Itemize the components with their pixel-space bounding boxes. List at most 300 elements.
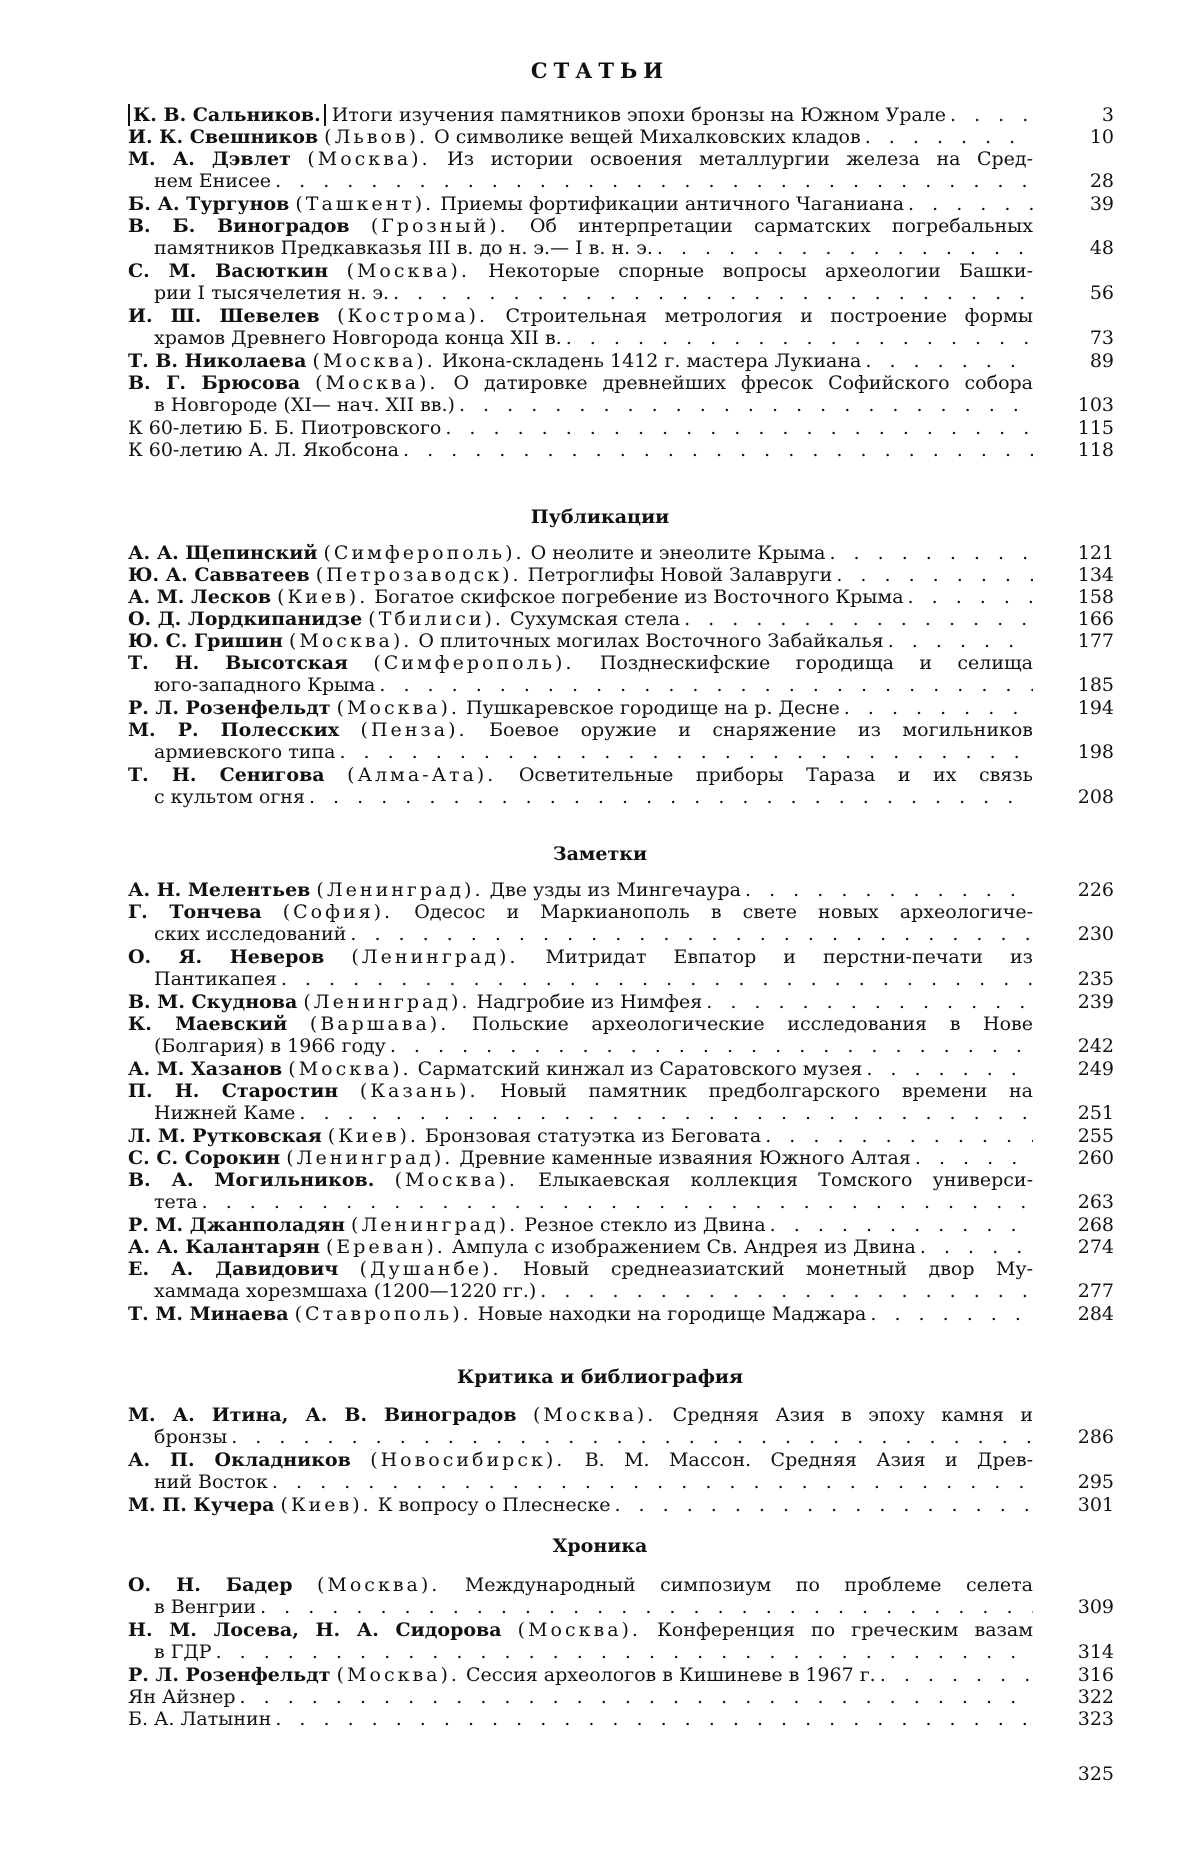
toc-page-ref: 323 [1077, 1708, 1114, 1730]
toc-author: О. Я. Неверов [128, 946, 325, 968]
toc-author: В. А. Могильников. [128, 1169, 375, 1191]
leader-dots [227, 1426, 1033, 1448]
toc-page-ref: 28 [1089, 170, 1114, 192]
toc-entry[interactable] [128, 1619, 1033, 1663]
toc-title: О неолите и энеолите Крыма [530, 542, 826, 564]
toc-city: (Ленинград). [351, 946, 519, 968]
toc-author: С. С. Сорокин [128, 1147, 281, 1169]
toc-author: С. М. Васюткин [128, 260, 329, 282]
toc-page-ref: 198 [1077, 741, 1114, 763]
toc-entry[interactable] [128, 260, 1033, 304]
leader-dots [916, 1236, 1033, 1258]
leader-dots [455, 394, 1033, 416]
toc-city: (Москва). [307, 148, 431, 170]
toc-entry-line [128, 1494, 1033, 1516]
toc-author: П. Н. Старостин [128, 1080, 339, 1102]
toc-entry-line [128, 1619, 1033, 1641]
toc-entry-line [128, 237, 1033, 259]
toc-page-ref: 277 [1077, 1280, 1114, 1302]
toc-title: в ГДР [154, 1641, 212, 1663]
toc-city: (Ставрополь). [294, 1303, 472, 1325]
toc-entry-line [128, 786, 1033, 808]
toc-page-ref: 39 [1089, 193, 1114, 215]
toc-city: (Душанбе). [359, 1258, 502, 1280]
toc-entry-line [128, 104, 1033, 126]
toc-title: Польские археологические исследования в Нове [471, 1013, 1033, 1035]
toc-author: А. П. Окладников [128, 1449, 351, 1471]
toc-author: В. М. Скуднова [128, 991, 298, 1013]
toc-title: Надгробие из Нимфея [476, 991, 703, 1013]
toc-entry-line [128, 879, 1033, 901]
leader-dots [295, 1102, 1033, 1124]
toc-entry[interactable] [128, 1449, 1033, 1493]
toc-page-ref: 226 [1077, 879, 1114, 901]
toc-author: Т. Н. Высотская [128, 652, 348, 674]
toc-entry-line [128, 719, 1033, 741]
toc-title: памятников Предкавказья III в. до н. э.— I в. н. э. [154, 237, 653, 259]
toc-author: М. А. Итина, А. В. Виноградов [128, 1404, 517, 1426]
leader-dots [346, 923, 1033, 945]
toc-city: (Москва). [532, 1404, 657, 1426]
toc-title: Резное стекло из Двина [524, 1214, 766, 1236]
toc-page-ref: 251 [1077, 1102, 1114, 1124]
toc-title: Ампула с изображением Св. Андрея из Двина [451, 1236, 916, 1258]
toc-author: И. Ш. Шевелев [128, 305, 320, 327]
toc-author: Т. В. Николаева [128, 350, 307, 372]
leader-dots [702, 991, 1033, 1013]
toc-title: Приемы фортификации античного Чаганиана [440, 193, 905, 215]
toc-entry-line [128, 305, 1033, 327]
toc-title: тета [154, 1191, 198, 1213]
toc-title: Петроглифы Новой Залавруги [527, 564, 833, 586]
leader-dots [198, 1191, 1033, 1213]
leader-dots [236, 1686, 1033, 1708]
toc-title: Икона-складень 1412 г. мастера Лукиана [441, 350, 862, 372]
toc-entry[interactable] [128, 630, 1033, 652]
toc-entry[interactable] [128, 417, 1033, 439]
toc-page-ref: 239 [1077, 991, 1114, 1013]
toc-city: (Кострома). [337, 305, 488, 327]
toc-title: В. М. Массон. Средняя Азия и Древ- [584, 1449, 1033, 1471]
toc-page-ref: 158 [1077, 586, 1114, 608]
toc-entry-line [128, 1035, 1033, 1057]
toc-city: (Львов). [324, 126, 429, 148]
toc-entry-line [128, 674, 1033, 696]
toc-author: И. К. Свешников [128, 126, 319, 148]
toc-city: (Москва). [517, 1619, 641, 1641]
toc-author: Т. Н. Сенигова [128, 764, 325, 786]
page-number: 325 [1077, 1763, 1114, 1785]
toc-page-ref: 208 [1077, 786, 1114, 808]
toc-entry-line [128, 1080, 1033, 1102]
toc-entry[interactable] [128, 126, 1033, 148]
leader-dots [375, 674, 1033, 696]
toc-entry[interactable] [128, 104, 1033, 126]
toc-city: (Ленинград). [286, 1147, 454, 1169]
toc-entry-line [128, 1449, 1033, 1471]
toc-entry-line [128, 542, 1033, 564]
toc-title: ний Восток [154, 1471, 268, 1493]
toc-page-ref: 89 [1089, 350, 1114, 372]
leader-dots [840, 697, 1033, 719]
leader-dots [562, 327, 1033, 349]
toc-entry[interactable] [128, 1147, 1033, 1169]
toc-page-ref: 316 [1077, 1664, 1114, 1686]
leader-dots [610, 1494, 1033, 1516]
toc-entry[interactable] [128, 1494, 1033, 1516]
toc-title: Итоги изучения памятников эпохи бронзы на Южном Урале [331, 104, 947, 126]
leader-dots [825, 542, 1033, 564]
toc-author: Н. М. Лосева, Н. А. Сидорова [128, 1619, 502, 1641]
toc-entry[interactable] [128, 1080, 1033, 1124]
toc-author: Р. Л. Розенфельдт [128, 1664, 331, 1686]
toc-title: Древние каменные изваяния Южного Алтая [459, 1147, 911, 1169]
toc-entry-line [128, 1404, 1033, 1426]
toc-title: бронзы [154, 1426, 228, 1448]
toc-entry-line [128, 764, 1033, 786]
toc-entry[interactable] [128, 1258, 1033, 1302]
leader-dots [884, 630, 1033, 652]
toc-entry-line [128, 1102, 1033, 1124]
toc-title: Новые находки на городище Маджара [477, 1303, 867, 1325]
leader-dots [271, 170, 1033, 192]
section-heading-notes: Заметки [552, 843, 648, 865]
toc-title: ских исследований [154, 923, 347, 945]
toc-title: Сухумская стела [510, 608, 681, 630]
toc-entry-line [128, 1125, 1033, 1147]
toc-title: Из истории освоения металлургии железа на Сред- [447, 148, 1033, 170]
toc-title: Позднескифские городища и селища [599, 652, 1033, 674]
toc-entry-line [128, 394, 1033, 416]
toc-entry[interactable] [128, 1236, 1033, 1258]
toc-entry[interactable] [128, 1686, 1033, 1708]
toc-entry-line [128, 1708, 1033, 1730]
leader-dots [335, 741, 1033, 763]
toc-author: М. Р. Полесских [128, 719, 340, 741]
toc-entry[interactable] [128, 901, 1033, 945]
toc-entry[interactable] [128, 1214, 1033, 1236]
toc-title: Строительная метрология и построение формы [505, 305, 1033, 327]
toc-page-ref: 263 [1077, 1191, 1114, 1213]
toc-author: Б. А. Тургунов [128, 193, 290, 215]
toc-entry-line [128, 417, 1033, 439]
toc-city: (Москва). [346, 260, 470, 282]
toc-entry-line [128, 260, 1033, 282]
toc-title: Митридат Евпатор и перстни-печати из [545, 946, 1033, 968]
toc-page-ref: 284 [1077, 1303, 1114, 1325]
toc-entry[interactable] [128, 148, 1033, 192]
toc-author: Р. Л. Розенфельдт [128, 697, 331, 719]
leader-dots [832, 564, 1033, 586]
leader-dots [399, 439, 1033, 461]
toc-author: В. Б. Виноградов [128, 215, 350, 237]
toc-entry-line [128, 1280, 1033, 1302]
toc-entry[interactable] [128, 1404, 1033, 1448]
toc-page-ref: 166 [1077, 608, 1114, 630]
toc-title: Международный симпозиум по проблеме селета [464, 1574, 1033, 1596]
leader-dots [861, 126, 1033, 148]
toc-entry-line [128, 1058, 1033, 1080]
toc-title: Елыкаевская коллекция Томского универси- [538, 1169, 1033, 1191]
toc-city: (Ленинград). [303, 991, 471, 1013]
toc-author: А. М. Хазанов [128, 1058, 283, 1080]
toc-entry[interactable] [128, 564, 1033, 586]
toc-page-ref: 260 [1077, 1147, 1114, 1169]
toc-entry-line [128, 1664, 1033, 1686]
toc-title: О датировке древнейших фресок Софийского собора [453, 372, 1033, 394]
toc-entry[interactable] [128, 542, 1033, 564]
toc-title: Средняя Азия в эпоху камня и [672, 1404, 1033, 1426]
toc-entry-line [128, 1641, 1033, 1663]
toc-city: (Москва). [315, 372, 439, 394]
leader-dots [277, 968, 1033, 990]
toc-entry-line [128, 1574, 1033, 1596]
toc-city: (Грозный). [370, 215, 509, 237]
toc-city: (Петрозаводск). [315, 564, 522, 586]
toc-title: Б. А. Латынин [128, 1708, 272, 1730]
toc-title: Некоторые спорные вопросы археологии Башки- [488, 260, 1033, 282]
toc-entry[interactable] [128, 372, 1033, 416]
toc-page-ref: 10 [1089, 126, 1114, 148]
toc-entry[interactable] [128, 1125, 1033, 1147]
toc-author: Ю. А. Савватеев [128, 564, 310, 586]
toc-author: Е. А. Давидович [128, 1258, 339, 1280]
leader-dots [653, 237, 1033, 259]
toc-title: нем Енисее [154, 170, 272, 192]
toc-page-ref: 295 [1077, 1471, 1114, 1493]
toc-entry-line [128, 1258, 1033, 1280]
leader-dots [861, 350, 1033, 372]
toc-city: (Киев). [277, 586, 369, 608]
leader-dots [911, 1147, 1033, 1169]
toc-page-ref: 56 [1089, 282, 1114, 304]
toc-entry-line [128, 968, 1033, 990]
toc-entry[interactable] [128, 1058, 1033, 1080]
toc-page-ref: 73 [1089, 327, 1114, 349]
toc-city: (Москва). [336, 1664, 460, 1686]
toc-entry-line [128, 1426, 1033, 1448]
toc-page-ref: 314 [1077, 1641, 1114, 1663]
toc-page-ref: 255 [1077, 1125, 1114, 1147]
toc-entry-line [128, 1471, 1033, 1493]
toc-entry-line [128, 923, 1033, 945]
toc-author: Т. М. Минаева [128, 1303, 289, 1325]
toc-page-ref: 134 [1077, 564, 1114, 586]
toc-entry-line [128, 215, 1033, 237]
toc-city: (Ленинград). [351, 1214, 519, 1236]
toc-author: Р. М. Джанполадян [128, 1214, 345, 1236]
toc-page-ref: 177 [1077, 630, 1114, 652]
section-heading-chronicle: Хроника [552, 1535, 648, 1557]
toc-entry-line [128, 1303, 1033, 1325]
toc-page-ref: 185 [1077, 674, 1114, 696]
toc-page-ref: 301 [1077, 1494, 1114, 1516]
toc-entry-line [128, 652, 1033, 674]
leader-dots [256, 1596, 1033, 1618]
toc-entry[interactable] [128, 697, 1033, 719]
toc-entry[interactable] [128, 764, 1033, 808]
toc-title: рии I тысячелетия н. э. [154, 282, 390, 304]
toc-city: (София). [282, 901, 394, 923]
toc-city: (Новосибирск). [370, 1449, 566, 1471]
toc-page-ref: 249 [1077, 1058, 1114, 1080]
toc-entry-line [128, 126, 1033, 148]
toc-entry[interactable] [128, 439, 1033, 461]
toc-author: А. А. Щепинский [128, 542, 318, 564]
leader-dots [386, 1035, 1033, 1057]
toc-page-ref: 235 [1077, 968, 1114, 990]
leader-dots [862, 1058, 1033, 1080]
toc-entry-line [128, 901, 1033, 923]
toc-entry[interactable] [128, 1708, 1033, 1730]
toc-title: К 60-летию Б. Б. Пиотровского [128, 417, 442, 439]
toc-entry[interactable] [128, 652, 1033, 696]
toc-page-ref: 309 [1077, 1596, 1114, 1618]
toc-title: с культом огня [154, 786, 305, 808]
toc-title: Одесос и Маркианополь в свете новых археологиче- [414, 901, 1033, 923]
toc-city: (Москва). [394, 1169, 518, 1191]
toc-author: М. П. Кучера [128, 1494, 275, 1516]
toc-title: Пушкаревское городище на р. Десне [466, 697, 840, 719]
toc-title: (Болгария) в 1966 году [154, 1035, 386, 1057]
toc-entry-line [128, 697, 1033, 719]
leader-dots [866, 1303, 1033, 1325]
toc-entry[interactable] [128, 879, 1033, 901]
toc-title: К вопросу о Плеснеске [377, 1494, 611, 1516]
toc-entry[interactable] [128, 1013, 1033, 1057]
toc-author: К. Маевский [128, 1013, 288, 1035]
toc-entry[interactable] [128, 991, 1033, 1013]
toc-title: Новый среднеазиатский монетный двор Му- [522, 1258, 1033, 1280]
toc-author: Г. Тончева [128, 901, 262, 923]
toc-entry[interactable] [128, 946, 1033, 990]
toc-city: (Москва). [317, 1574, 441, 1596]
toc-page-ref: 121 [1077, 542, 1114, 564]
toc-author: Ю. С. Гришин [128, 630, 283, 652]
toc-title: О плиточных могилах Восточного Забайкалья [418, 630, 884, 652]
toc-title: в Венгрии [154, 1596, 257, 1618]
toc-title: юго-западного Крыма [154, 674, 376, 696]
leader-dots [305, 786, 1033, 808]
toc-title: Богатое скифское погребение из Восточного Крыма [374, 586, 904, 608]
toc-title: Сессия археологов в Кишиневе в 1967 г. [466, 1664, 876, 1686]
toc-city: (Пенза). [360, 719, 468, 741]
toc-entry[interactable] [128, 719, 1033, 763]
toc-title: хаммада хорезмшаха (1200—1220 гг.) [154, 1280, 537, 1302]
toc-title: в Новгороде (XI— нач. XII вв.) [154, 394, 455, 416]
toc-author: А. А. Калантарян [128, 1236, 320, 1258]
toc-title: Боевое оружие и снаряжение из могильников [489, 719, 1033, 741]
toc-city: (Москва). [336, 697, 460, 719]
toc-page-ref: 322 [1077, 1686, 1114, 1708]
leader-dots [212, 1641, 1033, 1663]
toc-page-ref: 194 [1077, 697, 1114, 719]
toc-page-ref: 48 [1089, 237, 1114, 259]
toc-title: Бронзовая статуэтка из Беговата [425, 1125, 762, 1147]
leader-dots [904, 193, 1033, 215]
toc-entry-line [128, 372, 1033, 394]
toc-page-ref: 115 [1077, 417, 1114, 439]
leader-dots [946, 104, 1033, 126]
toc-page-ref: 230 [1077, 923, 1114, 945]
toc-entry[interactable] [128, 215, 1033, 259]
toc-entry-line [128, 439, 1033, 461]
toc-entry-line [128, 1236, 1033, 1258]
toc-city: (Москва). [289, 630, 413, 652]
toc-author: В. Г. Брюсова [128, 372, 301, 394]
toc-entry-line [128, 1169, 1033, 1191]
toc-entry-line [128, 991, 1033, 1013]
toc-entry-line [128, 148, 1033, 170]
leader-dots [876, 1664, 1033, 1686]
toc-entry-line [128, 741, 1033, 763]
toc-page-ref: 242 [1077, 1035, 1114, 1057]
toc-entry[interactable] [128, 1574, 1033, 1618]
toc-city: (Симферополь). [373, 652, 575, 674]
toc-entry-line [128, 1596, 1033, 1618]
leader-dots [441, 417, 1033, 439]
toc-city: (Киев). [327, 1125, 419, 1147]
section-heading-publications: Публикации [530, 506, 670, 528]
toc-entry[interactable] [128, 1664, 1033, 1686]
leader-dots [761, 1125, 1033, 1147]
toc-title: Ян Айзнер [128, 1686, 236, 1708]
leader-dots [536, 1280, 1033, 1302]
toc-city: (Ленинград). [316, 879, 484, 901]
toc-city: (Ереван). [325, 1236, 446, 1258]
toc-entry[interactable] [128, 193, 1033, 215]
toc-author: К. В. Сальников. [128, 104, 326, 126]
toc-entry[interactable] [128, 1169, 1033, 1213]
leader-dots [268, 1471, 1033, 1493]
toc-entry-line [128, 608, 1033, 630]
toc-page-ref: 286 [1077, 1426, 1114, 1448]
toc-author: А. Н. Мелентьев [128, 879, 311, 901]
toc-entry-line [128, 1013, 1033, 1035]
toc-title: Осветительные приборы Тараза и их связь [518, 764, 1033, 786]
toc-city: (Алма-Ата). [347, 764, 497, 786]
toc-entry-line [128, 586, 1033, 608]
toc-entry-line [128, 327, 1033, 349]
section-heading-criticism: Критика и библиография [457, 1366, 743, 1388]
toc-entry-line [128, 170, 1033, 192]
toc-city: (Казань). [359, 1080, 479, 1102]
toc-title: Сарматский кинжал из Саратовского музея [417, 1058, 863, 1080]
section-heading-articles: СТАТЬИ [530, 58, 670, 83]
toc-entry-line [128, 1686, 1033, 1708]
toc-entry-line [128, 564, 1033, 586]
toc-city: (Ташкент). [295, 193, 435, 215]
leader-dots [766, 1214, 1033, 1236]
toc-entry-line [128, 193, 1033, 215]
toc-author: М. А. Дэвлет [128, 148, 291, 170]
toc-entry[interactable] [128, 586, 1033, 608]
toc-title: К 60-летию А. Л. Якобсона [128, 439, 399, 461]
toc-entry[interactable] [128, 1303, 1033, 1325]
toc-city: (Тбилиси). [368, 608, 504, 630]
leader-dots [741, 879, 1033, 901]
toc-entry-line [128, 1191, 1033, 1213]
toc-entry[interactable] [128, 305, 1033, 349]
toc-entry[interactable] [128, 350, 1033, 372]
toc-title: Пантикапея [154, 968, 277, 990]
toc-title: храмов Древнего Новгорода конца XII в. [154, 327, 562, 349]
toc-entry[interactable] [128, 608, 1033, 630]
toc-page-ref: 274 [1077, 1236, 1114, 1258]
toc-entry-line [128, 282, 1033, 304]
toc-entry-line [128, 350, 1033, 372]
toc-entry-line [128, 946, 1033, 968]
